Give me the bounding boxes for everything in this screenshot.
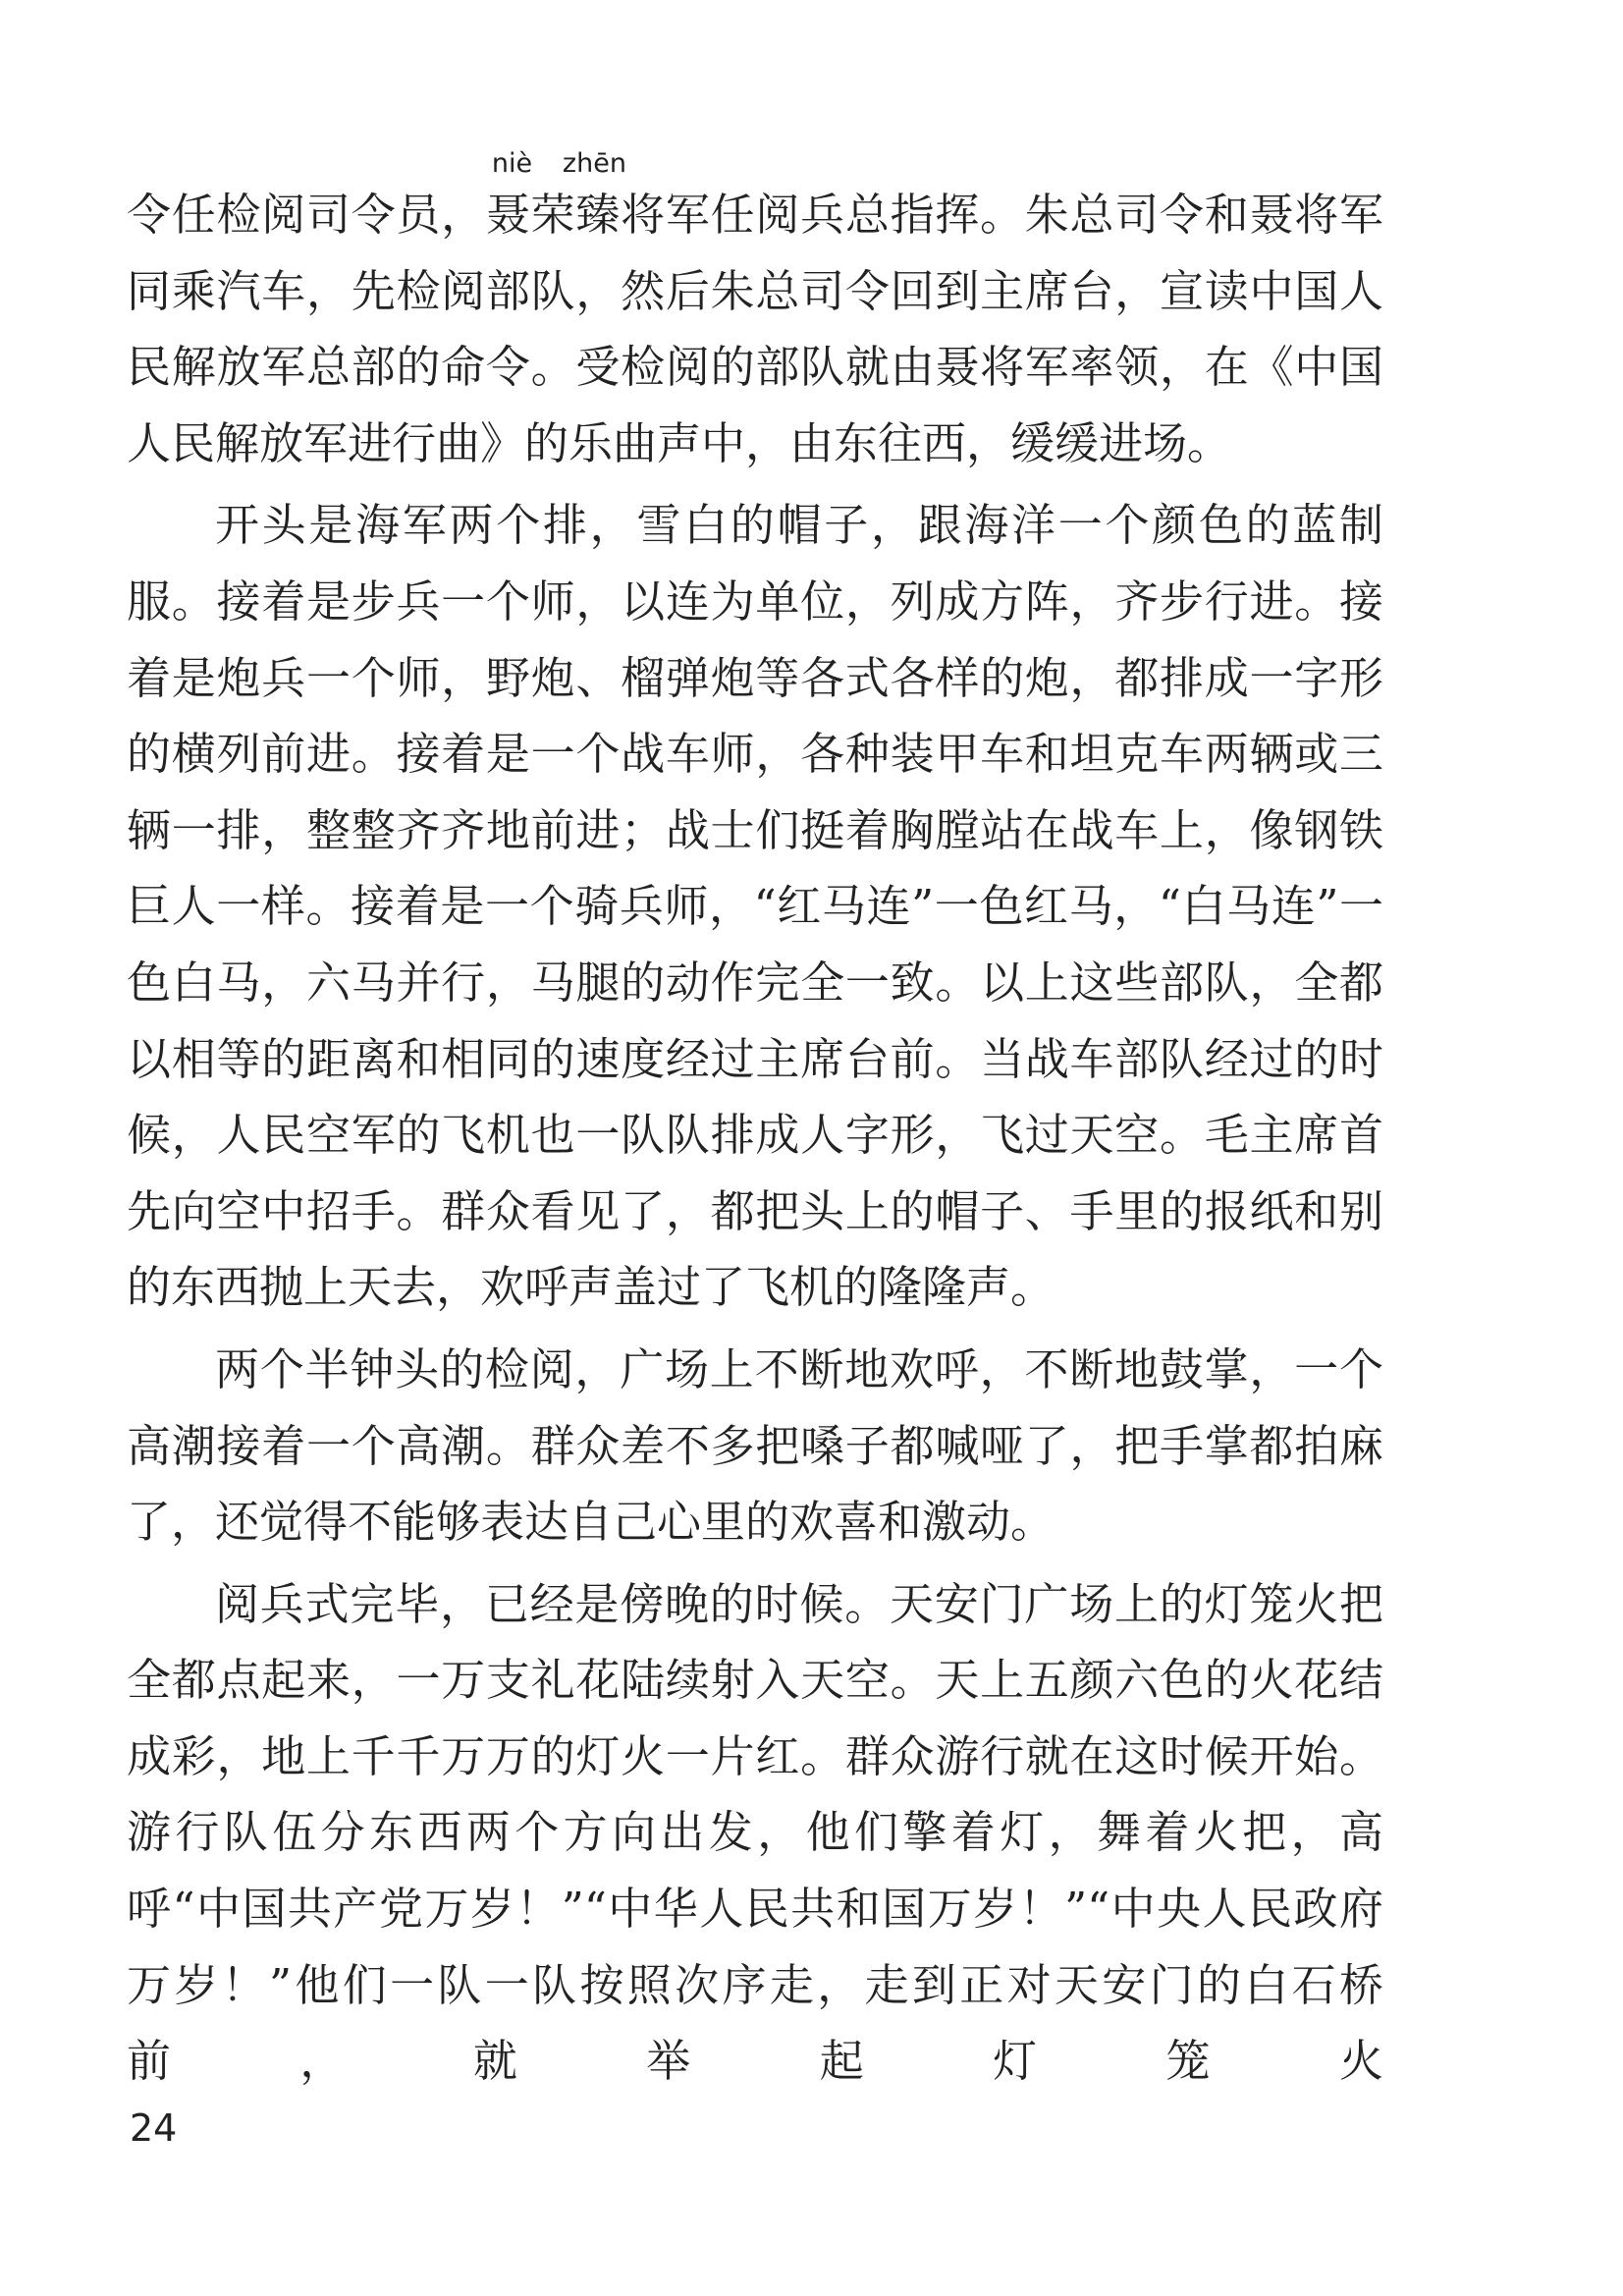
pinyin-zhen: zhēn — [562, 148, 626, 179]
paragraph-1-rest: 将军任阅兵总指挥。朱总司令和聂将军同乘汽车，先检阅部队，然后朱总司令回到主席台，宣读中国人民解放军总部的命令。受检阅的部队就由聂将军率领，在《中国人民解放军进行曲》的乐曲声中，由东往西，缓缓进场。 — [127, 189, 1383, 469]
annotated-name — [485, 148, 626, 241]
paragraph-3: 两个半钟头的检阅，广场上不断地欢呼，不断地鼓掌，一个高潮接着一个高潮。群众差不多把嗓子都喊哑了，把手掌都拍麻了，还觉得不能够表达自己心里的欢喜和激动。 — [127, 1342, 1383, 1549]
pinyin-nie: niè — [491, 148, 533, 179]
paragraph-2: 开头是海军两个排，雪白的帽子，跟海洋一个颜色的蓝制服。接着是步兵一个师，以连为单位，列成方阵，齐步行进。接着是炮兵一个师，野炮、榴弹炮等各式各样的炮，都排成一字形的横列前进。接着是一个战车师，各种装甲车和坦克车两辆或三辆一排，整整齐齐地前进；战士们挺着胸膛站在战车上，像钢铁巨人一样。接着是一个骑兵师，“红马连”一色红马，“白马连”一色白马，六马并行，马腿的动作完全一致。以上这些部队，全都以相等的距离和相同的速度经过主席台前。当战车部队经过的时候，人民空军的飞机也一队队排成人字形，飞过天空。毛主席首先向空中招手。群众看见了，都把头上的帽子、手里的报纸和别的东西抛上天去，欢呼声盖过了飞机的隆隆声。 — [127, 499, 1383, 1314]
paragraph-1 — [127, 148, 1383, 481]
text-body — [127, 148, 1383, 2100]
annotated-word: 聂荣臻 — [485, 189, 622, 241]
paragraph-4: 阅兵式完毕，已经是傍晚的时候。天安门广场上的灯笼火把全都点起来，一万支礼花陆续射入天空。天上五颜六色的火花结成彩，地上千千万万的灯火一片红。群众游行就在这时候开始。游行队伍分东西两个方向出发，他们擎着灯，舞着火把，高呼“中国共产党万岁！”“中华人民共和国万岁！”“中央人民政府万岁！”他们一队一队按照次序走，走到正对天安门的白石桥前，就举起灯笼火 — [127, 1577, 1383, 2088]
paragraph-1-lead: 令任检阅司令员， — [127, 189, 486, 241]
page-number: 24 — [130, 2106, 178, 2150]
